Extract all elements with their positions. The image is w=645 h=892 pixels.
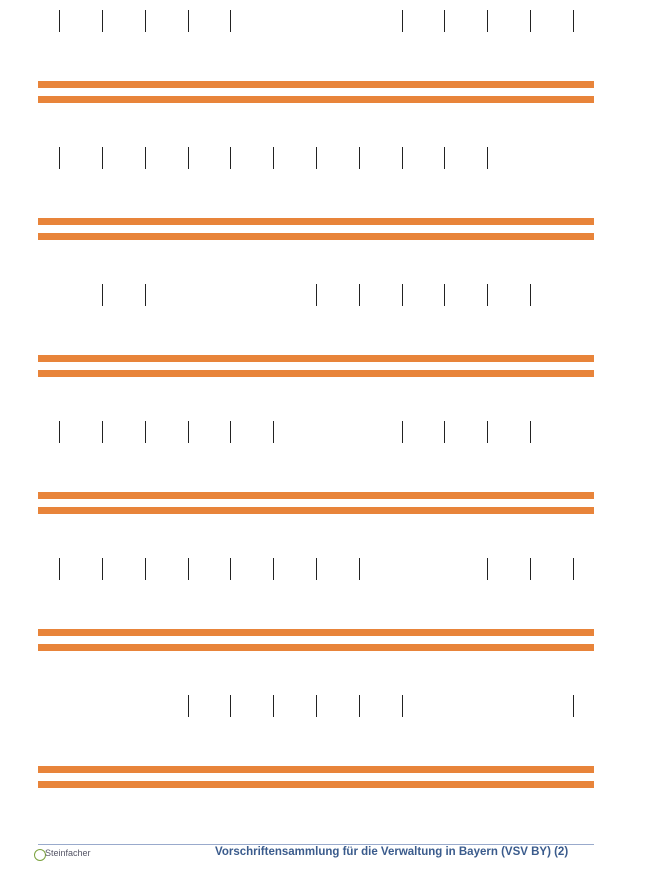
column-divider xyxy=(402,10,403,32)
orange-strip-upper xyxy=(38,355,594,362)
column-divider xyxy=(230,558,231,580)
orange-strip xyxy=(38,644,594,651)
orange-strip xyxy=(38,507,594,514)
column-divider xyxy=(102,558,103,580)
column-divider xyxy=(359,695,360,717)
publisher-logo-text: Steinfacher xyxy=(45,848,91,858)
orange-strip-upper xyxy=(38,218,594,225)
column-divider xyxy=(444,421,445,443)
footer xyxy=(0,836,645,892)
column-divider xyxy=(188,10,189,32)
column-divider xyxy=(359,147,360,169)
column-divider xyxy=(530,421,531,443)
register-tab-grid xyxy=(38,10,594,832)
column-divider xyxy=(273,558,274,580)
column-divider xyxy=(145,421,146,443)
column-divider xyxy=(530,10,531,32)
register-band xyxy=(38,284,594,421)
column-divider xyxy=(444,10,445,32)
column-divider xyxy=(145,10,146,32)
column-divider xyxy=(273,421,274,443)
column-divider xyxy=(59,147,60,169)
column-divider xyxy=(487,421,488,443)
register-band xyxy=(38,10,594,147)
column-divider xyxy=(487,10,488,32)
footer-divider xyxy=(38,844,594,845)
column-divider xyxy=(316,558,317,580)
column-divider xyxy=(145,147,146,169)
column-divider xyxy=(530,284,531,306)
column-divider xyxy=(573,558,574,580)
orange-strip-upper xyxy=(38,81,594,88)
column-divider xyxy=(145,284,146,306)
column-divider xyxy=(230,421,231,443)
column-divider xyxy=(402,284,403,306)
column-divider xyxy=(230,695,231,717)
column-divider xyxy=(444,147,445,169)
column-divider xyxy=(316,695,317,717)
orange-strip-upper xyxy=(38,492,594,499)
column-divider xyxy=(230,147,231,169)
column-divider xyxy=(316,284,317,306)
column-divider xyxy=(188,558,189,580)
register-band xyxy=(38,421,594,558)
column-divider xyxy=(273,695,274,717)
column-divider xyxy=(230,10,231,32)
column-divider xyxy=(188,147,189,169)
column-divider xyxy=(145,558,146,580)
column-divider xyxy=(59,558,60,580)
column-divider xyxy=(188,421,189,443)
column-divider xyxy=(359,558,360,580)
column-divider xyxy=(402,147,403,169)
orange-strip xyxy=(38,233,594,240)
orange-strip xyxy=(38,781,594,788)
column-divider xyxy=(188,695,189,717)
column-divider xyxy=(402,421,403,443)
column-divider xyxy=(487,147,488,169)
footer-title: Vorschriftensammlung für die Verwaltung in Bayern (VSV BY) (2) xyxy=(215,846,569,858)
register-band xyxy=(38,147,594,284)
orange-strip xyxy=(38,96,594,103)
column-divider xyxy=(487,284,488,306)
column-divider xyxy=(359,284,360,306)
register-band xyxy=(38,695,594,832)
column-divider xyxy=(444,284,445,306)
column-divider xyxy=(530,558,531,580)
column-divider xyxy=(102,421,103,443)
orange-strip-upper xyxy=(38,766,594,773)
column-divider xyxy=(402,695,403,717)
column-divider xyxy=(59,10,60,32)
column-divider xyxy=(573,695,574,717)
column-divider xyxy=(316,147,317,169)
orange-strip-upper xyxy=(38,629,594,636)
column-divider xyxy=(102,284,103,306)
column-divider xyxy=(102,10,103,32)
column-divider xyxy=(102,147,103,169)
column-divider xyxy=(273,147,274,169)
column-divider xyxy=(487,558,488,580)
column-divider xyxy=(573,10,574,32)
register-band xyxy=(38,558,594,695)
orange-strip xyxy=(38,370,594,377)
column-divider xyxy=(59,421,60,443)
